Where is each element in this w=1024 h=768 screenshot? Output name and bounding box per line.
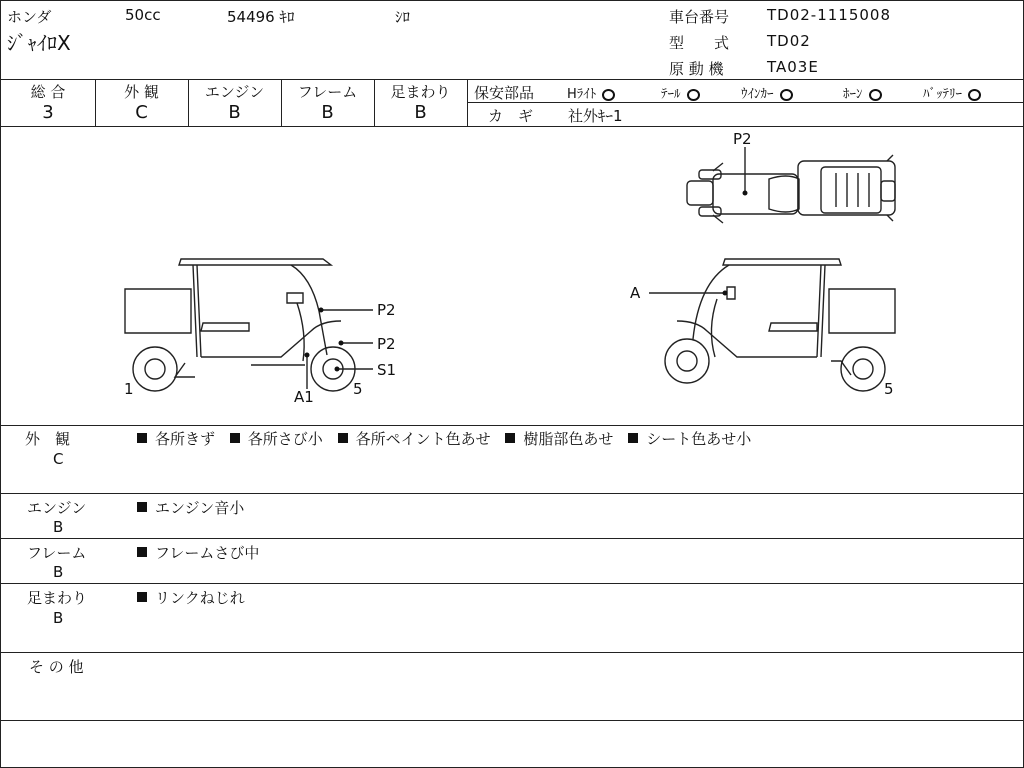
bullet-icon bbox=[338, 433, 348, 443]
safety-headlight: Hﾗｲﾄ bbox=[567, 83, 615, 102]
safety-winker: ｳｲﾝｶｰ bbox=[741, 83, 793, 102]
bullet-icon bbox=[628, 433, 638, 443]
label-left-s1: S1 bbox=[377, 361, 397, 379]
ok-circle-icon bbox=[780, 89, 793, 101]
key-value: 社外ｷｰ1 bbox=[568, 107, 623, 125]
safety-battery: ﾊﾞｯﾃﾘｰ bbox=[923, 83, 981, 102]
safety-taillight: ﾃｰﾙ bbox=[661, 83, 700, 102]
label-left-1: 1 bbox=[124, 380, 134, 398]
ok-circle-icon bbox=[869, 89, 882, 101]
label-left-a1: A1 bbox=[294, 388, 314, 406]
remark-engine-grade: B bbox=[53, 518, 64, 536]
grade-frame-value: B bbox=[321, 102, 334, 123]
remark-frame-grade: B bbox=[53, 563, 64, 581]
color: ｼﾛ bbox=[395, 8, 411, 26]
maker: ホンダ bbox=[7, 8, 52, 26]
bullet-icon bbox=[137, 547, 147, 557]
remark-suspension-label: 足まわり bbox=[27, 589, 88, 607]
label-top-p2: P2 bbox=[733, 130, 752, 148]
model-name: ｼﾞｬｲﾛX bbox=[7, 31, 71, 55]
remark-exterior-label: 外 観 bbox=[25, 430, 71, 448]
grade-suspension-value: B bbox=[414, 102, 427, 123]
key-label: カ ギ bbox=[488, 107, 534, 125]
remark-frame-label: フレーム bbox=[27, 544, 87, 562]
mileage: 54496 ｷﾛ bbox=[227, 8, 295, 26]
safety-horn: ﾎｰﾝ bbox=[843, 83, 882, 102]
remark-suspension-grade: B bbox=[53, 609, 64, 627]
displacement: 50cc bbox=[125, 6, 161, 24]
grade-suspension-label: 足まわり bbox=[390, 83, 451, 101]
bullet-icon bbox=[137, 502, 147, 512]
frame-no: TD02-1115008 bbox=[767, 6, 892, 24]
remark-other-label: そ の 他 bbox=[29, 658, 84, 676]
bullet-icon bbox=[137, 433, 147, 443]
ok-circle-icon bbox=[687, 89, 700, 101]
safety-parts-title: 保安部品 bbox=[474, 84, 535, 102]
label-right-5: 5 bbox=[884, 380, 894, 398]
frame-no-label: 車台番号 bbox=[669, 8, 730, 26]
remark-engine-items: エンジン音小 bbox=[137, 497, 254, 518]
right-view-scooter-drawing bbox=[665, 259, 895, 391]
grade-overall-value: 3 bbox=[42, 102, 54, 123]
top-view-scooter-drawing bbox=[687, 155, 895, 223]
ok-circle-icon bbox=[968, 89, 981, 101]
remark-frame-items: フレームさび中 bbox=[137, 542, 269, 563]
remark-engine-label: エンジン bbox=[27, 499, 87, 517]
grade-exterior-value: C bbox=[135, 102, 148, 123]
remark-exterior-grade: C bbox=[53, 450, 64, 468]
bullet-icon bbox=[505, 433, 515, 443]
grade-exterior-label: 外 観 bbox=[124, 83, 159, 101]
grade-engine-value: B bbox=[228, 102, 241, 123]
label-left-p2b: P2 bbox=[377, 335, 396, 353]
engine-label: 原 動 機 bbox=[669, 60, 724, 78]
label-left-p2a: P2 bbox=[377, 301, 396, 319]
bullet-icon bbox=[137, 592, 147, 602]
type-label: 型 式 bbox=[669, 34, 730, 52]
left-view-scooter-drawing bbox=[125, 259, 355, 391]
grade-overall-label: 総 合 bbox=[30, 83, 66, 101]
bullet-icon bbox=[230, 433, 240, 443]
remark-suspension-items: リンクねじれ bbox=[137, 587, 255, 608]
label-left-5: 5 bbox=[353, 380, 363, 398]
label-right-a: A bbox=[630, 284, 641, 302]
ok-circle-icon bbox=[602, 89, 615, 101]
grade-frame-label: フレーム bbox=[297, 83, 358, 101]
engine-model: TA03E bbox=[767, 58, 819, 76]
type: TD02 bbox=[767, 32, 811, 50]
remark-exterior-items: 各所きず 各所さび小 各所ペイント色あせ 樹脂部色あせ シート色あせ小 bbox=[137, 428, 761, 449]
grade-engine-label: エンジン bbox=[204, 83, 265, 101]
damage-diagram bbox=[1, 127, 1023, 425]
